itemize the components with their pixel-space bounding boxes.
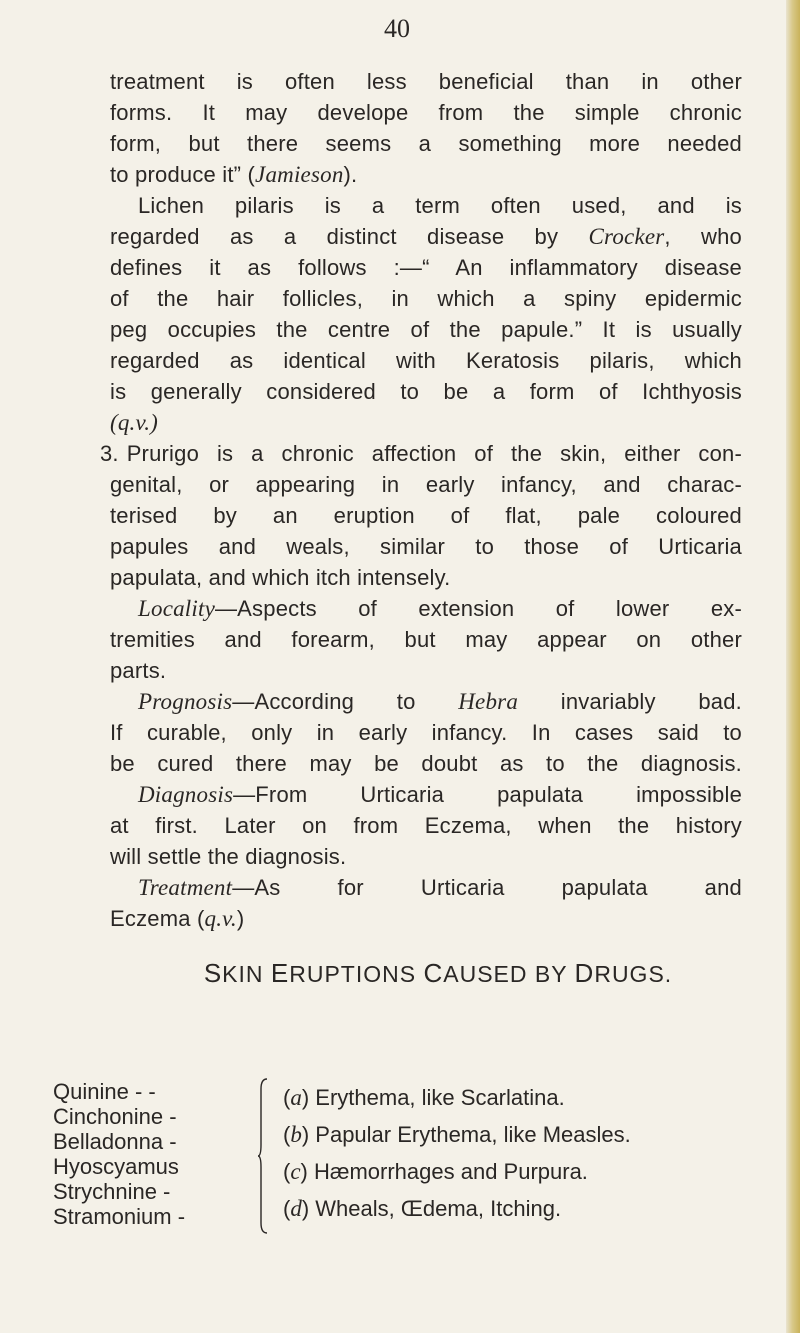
text-line: defines it as follows :—“ An inflammatory disease: [110, 255, 742, 280]
text-run: invariably bad.: [518, 689, 742, 714]
text-run: , who: [664, 224, 742, 249]
text-run: regarded as a distinct disease by: [110, 224, 589, 249]
heading-word: AUSED BY: [443, 961, 568, 987]
text-run: —From Urticaria papulata impossible: [233, 782, 742, 807]
text-line: of the hair follicles, in which a spiny epidermic: [110, 286, 742, 311]
heading-initial: S: [203, 958, 223, 988]
text-line: [110, 407, 742, 438]
page-body: [99, 66, 742, 992]
drug-item: Strychnine -: [53, 1179, 171, 1204]
section-label-treatment: Treatment: [138, 875, 233, 900]
effect-text: Papular Erythema, like Measles.: [315, 1122, 631, 1147]
text-run: —Aspects of extension of lower ex-: [214, 596, 742, 621]
text-run: ): [236, 906, 245, 931]
text-line: papules and weals, similar to those of Urticaria: [110, 534, 742, 559]
text-line: [110, 903, 742, 934]
cross-reference: q.v.: [204, 906, 237, 931]
text-run: ).: [343, 162, 358, 187]
text-line: is generally considered to be a form of Ichthyosis: [110, 379, 742, 404]
text-line: peg occupies the centre of the papule.” It is usually: [110, 317, 742, 342]
drug-list: [53, 1079, 253, 1229]
drug-item: Belladonna -: [53, 1129, 177, 1154]
treatment-line: [110, 872, 742, 903]
text-run: —According to: [232, 689, 459, 714]
text-line: [110, 221, 742, 252]
text-line: [110, 159, 742, 190]
drug-item: Quinine - -: [53, 1079, 156, 1104]
author-name: Hebra: [458, 689, 519, 714]
text-line: forms. It may develope from the simple chronic: [110, 100, 742, 125]
curly-brace: [258, 1077, 268, 1235]
text-line: be cured there may be doubt as to the diagnosis.: [110, 751, 742, 776]
text-line: regarded as identical with Keratosis pilaris, which: [110, 348, 742, 373]
text-line: parts.: [110, 658, 167, 683]
heading-initial: D: [574, 958, 595, 988]
author-name: Jamieson: [255, 162, 344, 187]
text-line: terised by an eruption of flat, pale coloured: [110, 503, 742, 528]
effect-letter: c: [290, 1159, 301, 1184]
heading-word: KIN: [222, 961, 264, 987]
effect-letter: a: [290, 1085, 302, 1110]
effect-letter: b: [290, 1122, 302, 1147]
text-line: form, but there seems a something more needed: [110, 131, 742, 156]
list-number: 3.: [99, 441, 119, 466]
text-line: at first. Later on from Eczema, when the history: [110, 813, 742, 838]
drug-item: Stramonium -: [53, 1204, 186, 1229]
list-item-prurigo: [99, 438, 742, 469]
effect-text: Erythema, like Scarlatina.: [315, 1085, 565, 1110]
text-run: —As for Urticaria papulata and: [232, 875, 742, 900]
text-line: Lichen pilaris is a term often used, and is: [138, 193, 742, 218]
drug-item: Hyoscyamus: [53, 1154, 179, 1179]
page-edge: [786, 0, 800, 1333]
heading-initial: C: [423, 958, 444, 988]
page-number: 40: [384, 14, 410, 43]
text-run: to produce it” (: [110, 162, 256, 187]
effect-text: Hæmorrhages and Purpura.: [314, 1159, 588, 1184]
effect-letter: d: [290, 1196, 302, 1221]
effect-item: (d) Wheals, Œdema, Itching.: [283, 1196, 562, 1221]
heading-word: RUPTIONS: [289, 961, 417, 987]
heading-initial: E: [270, 958, 290, 988]
text-run: Eczema (: [110, 906, 205, 931]
effect-text: Wheals, Œdema, Itching.: [315, 1196, 562, 1221]
text-line: tremities and forearm, but may appear on other: [110, 627, 742, 652]
author-name: Crocker: [588, 224, 665, 249]
effect-item: (b) Papular Erythema, like Measles.: [283, 1122, 631, 1147]
cross-reference: (q.v.): [110, 410, 159, 435]
section-label-diagnosis: Diagnosis: [138, 782, 234, 807]
section-heading: [110, 954, 742, 992]
text-line: If curable, only in early infancy. In cases said to: [110, 720, 742, 745]
effect-list: [283, 1079, 631, 1227]
effect-item: (a) Erythema, like Scarlatina.: [283, 1085, 565, 1110]
text-line: will settle the diagnosis.: [110, 844, 347, 869]
locality-line: [110, 593, 742, 624]
drug-item: Cinchonine -: [53, 1104, 177, 1129]
effect-item: (c) Hæmorrhages and Purpura.: [283, 1159, 588, 1184]
drug-eruption-table: [53, 1079, 753, 1299]
text-line: papulata, and which itch intensely.: [110, 565, 451, 590]
diagnosis-line: [110, 779, 742, 810]
section-label-locality: Locality: [138, 596, 215, 621]
prognosis-line: [110, 686, 742, 717]
text-line: genital, or appearing in early infancy, and charac-: [110, 472, 742, 497]
section-label-prognosis: Prognosis: [138, 689, 233, 714]
heading-word: RUGS.: [594, 961, 673, 987]
text-line: treatment is often less beneficial than in other: [110, 69, 742, 94]
text-run: Prurigo is a chronic affection of the skin, either con-: [126, 441, 742, 466]
